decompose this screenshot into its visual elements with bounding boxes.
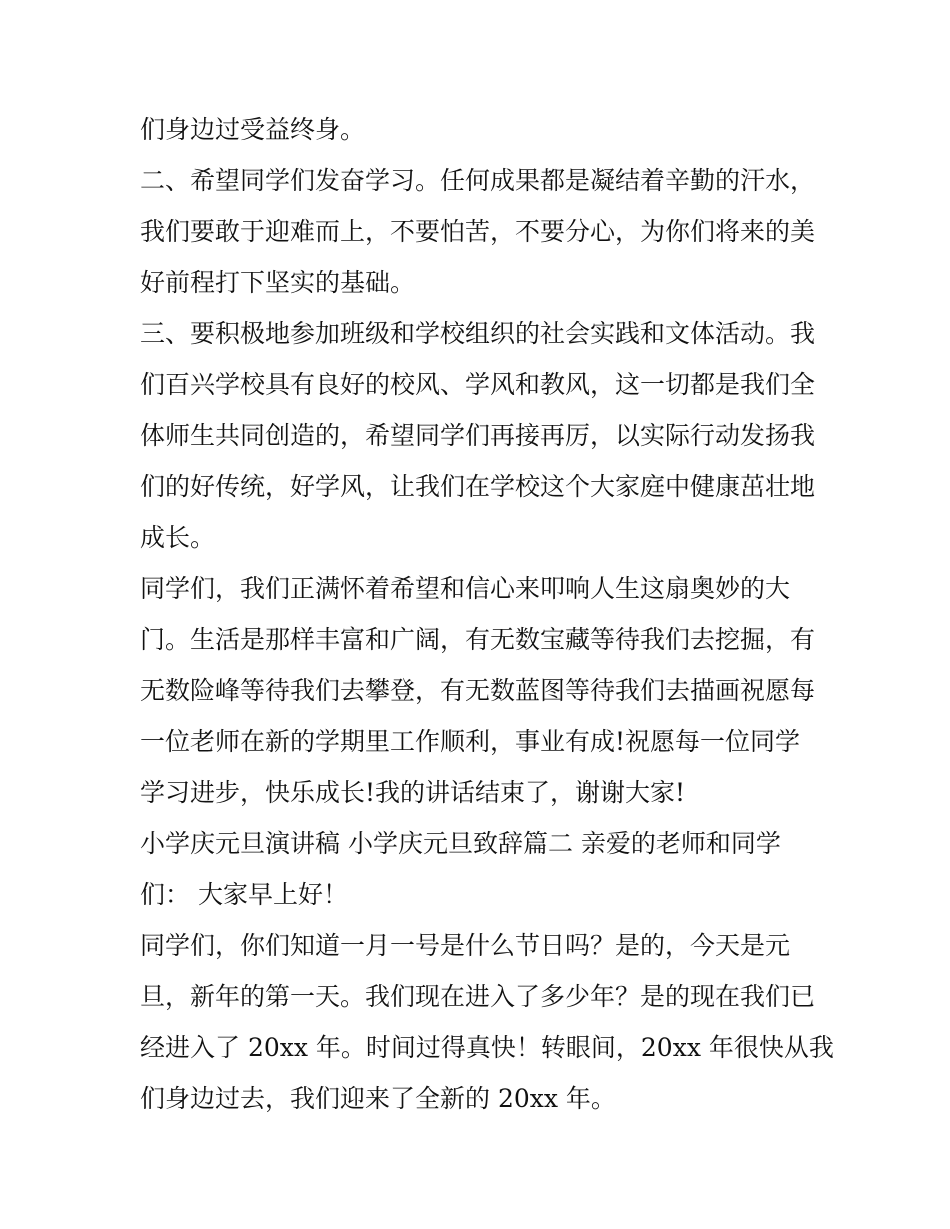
text-line-4: 好前程打下坚实的基础。 bbox=[140, 268, 416, 297]
text-line-1: 们身边过受益终身。 bbox=[140, 115, 366, 144]
text-line-20: 们身边过去，我们迎来了全新的 20xx 年。 bbox=[140, 1084, 616, 1113]
text-line-6: 们百兴学校具有良好的校风、学风和教风，这一切都是我们全 bbox=[140, 370, 816, 399]
text-line-18: 旦，新年的第一天。我们现在进入了多少年？是的现在我们已 bbox=[140, 982, 816, 1011]
text-line-7: 体师生共同创造的，希望同学们再接再厉，以实际行动发扬我 bbox=[140, 421, 816, 450]
text-line-17: 同学们，你们知道一月一号是什么节日吗？是的，今天是元 bbox=[140, 931, 791, 960]
text-line-10: 同学们，我们正满怀着希望和信心来叩响人生这扇奥妙的大 bbox=[140, 574, 791, 603]
text-line-5: 三、要积极地参加班级和学校组织的社会实践和文体活动。我 bbox=[140, 319, 816, 348]
text-line-19: 经进入了 20xx 年。时间过得真快！转眼间，20xx 年很快从我 bbox=[140, 1033, 834, 1062]
text-line-15: 小学庆元旦演讲稿 小学庆元旦致辞篇二 亲爱的老师和同学 bbox=[140, 829, 781, 858]
text-line-3: 我们要敢于迎难而上，不要怕苦，不要分心，为你们将来的美 bbox=[140, 217, 816, 246]
text-line-13: 一位老师在新的学期里工作顺利，事业有成!祝愿每一位同学 bbox=[140, 727, 801, 756]
text-line-9: 成长。 bbox=[140, 523, 216, 552]
text-line-14: 学习进步，快乐成长!我的讲话结束了，谢谢大家! bbox=[140, 778, 686, 807]
text-line-11: 门。生活是那样丰富和广阔，有无数宝藏等待我们去挖掘，有 bbox=[140, 625, 816, 654]
text-line-12: 无数险峰等待我们去攀登，有无数蓝图等待我们去描画祝愿每 bbox=[140, 676, 816, 705]
text-line-8: 们的好传统，好学风，让我们在学校这个大家庭中健康茁壮地 bbox=[140, 472, 816, 501]
text-line-16: 们： 大家早上好！ bbox=[140, 880, 348, 909]
text-line-2: 二、希望同学们发奋学习。任何成果都是凝结着辛勤的汗水， bbox=[140, 166, 816, 195]
document-body bbox=[140, 104, 834, 1124]
